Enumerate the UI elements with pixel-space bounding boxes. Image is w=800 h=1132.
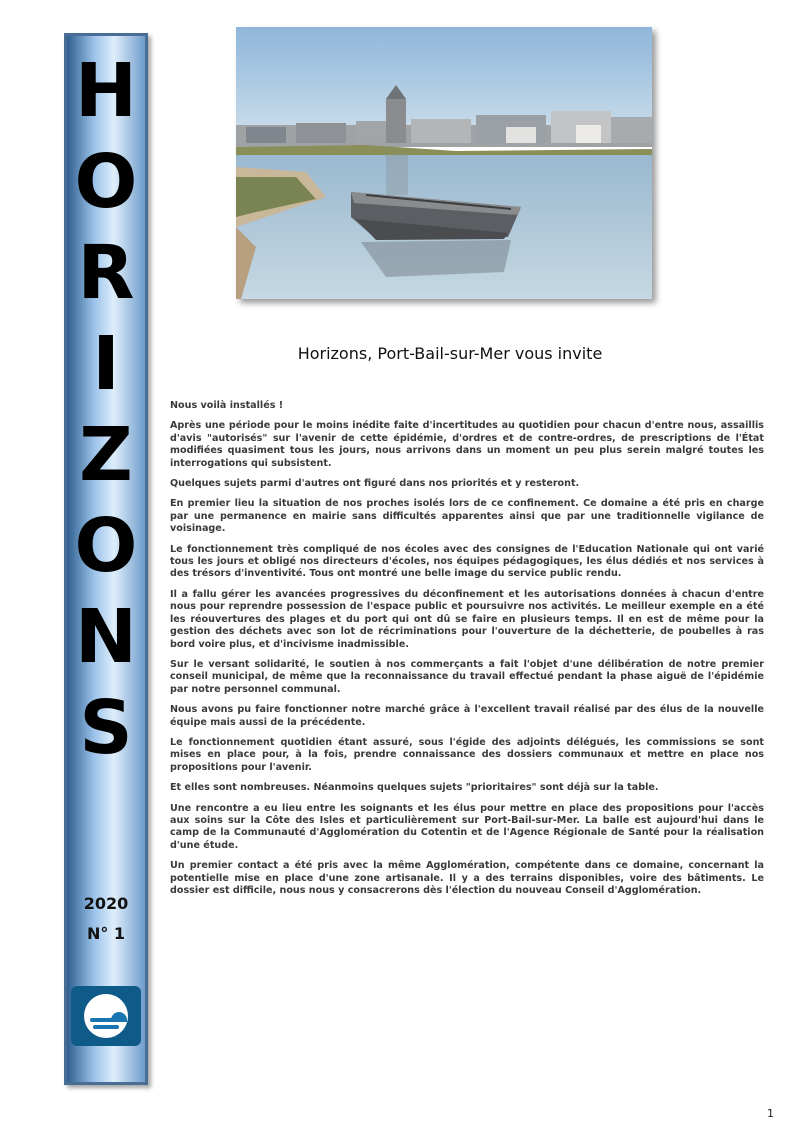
logo-circle: [84, 994, 128, 1038]
article-paragraph: Après une période pour le moins inédite faite d'incertitudes au quotidien pour chacun d'entre nous, assaillis d'avis "autorisés" sur l'avenir de cette épidémie, d'ordres et de contre-ordres, de prescriptions de l'État modifiées quasiment tous les jours, nous arrivons dans un moment un peu plus serein malgré toutes les interrogations qui subsistent.: [170, 420, 764, 469]
page-number: 1: [767, 1107, 774, 1120]
article-paragraph: Le fonctionnement très compliqué de nos écoles avec des consignes de l'Education Nationale qui ont varié tous les jours et obligé nos directeurs d'écoles, nos équipes pédagogiques, les élus dédiés et nos services à des trésors d'inventivité. Tous ont montré une belle image du service public rendu.: [170, 543, 764, 580]
article-paragraph: Il a fallu gérer les avancées progressives du déconfinement et les autorisations données à chacun d'entre nous pour reprendre possession de l'espace public et poursuivre nos activités. Le meilleur exemple en a été les réouvertures des plages et du port qui ont dû se faire en plusieurs temps. Il en est de même pour la gestion des déchets avec son lot de récriminations pour l'ouverture de la déchetterie, de poubelles à ras bord voire plus, et d'incivisme inadmissible.: [170, 588, 764, 650]
logo-dome: [111, 1012, 127, 1022]
banner-letter: O: [74, 503, 138, 589]
article-paragraph: Le fonctionnement quotidien étant assuré, sous l'égide des adjoints délégués, les commissions se sont mises en place pour, à la fois, prendre connaissance des dossiers communaux et mettre en place nos propositions pour l'avenir.: [170, 736, 764, 773]
banner-letter: H: [75, 48, 137, 134]
article-paragraph: Quelques sujets parmi d'autres ont figuré dans nos priorités et y resteront.: [170, 478, 580, 490]
article-paragraph: Et elles sont nombreuses. Néanmoins quelques sujets "prioritaires" sont déjà sur la table.: [170, 782, 659, 794]
banner-letter: N: [75, 594, 137, 680]
editorial-article: [170, 400, 764, 905]
harbor-photo-svg: [236, 27, 652, 299]
banner-letter: O: [74, 139, 138, 225]
article-paragraph: Un premier contact a été pris avec la même Agglomération, compétente dans ce domaine, concernant la potentielle mise en place d'une zone artisanale. Il y a des terrains disponibles, voire des bâtiments. Le dossier est difficile, nous nous y consacrerons dès l'élection du nouveau Conseil d'Agglomération.: [170, 860, 764, 896]
banner-letter: S: [79, 685, 133, 771]
tower-reflection: [386, 155, 408, 195]
article-paragraph: En premier lieu la situation de nos proches isolés lors de ce confinement. Ce domaine a été pris en charge par une permanence en mairie sans difficultés apparentes ainsi que par une traditionnelle vigilance de voisinage.: [170, 498, 764, 535]
issue-number: N° 1: [86, 924, 126, 943]
article-paragraph: Nous avons pu faire fonctionner notre marché grâce à l'excellent travail réalisé par des élus de la nouvelle équipe mais aussi de la précédente.: [170, 704, 764, 728]
article-paragraph: Nous voilà installés !: [170, 400, 284, 411]
page-subtitle: Horizons, Port-Bail-sur-Mer vous invite: [297, 344, 603, 363]
boat-reflection: [361, 240, 511, 277]
article-paragraph: Une rencontre a eu lieu entre les soignants et les élus pour mettre en place des propositions pour l'accès aux soins sur la Côte des Isles et particulièrement sur Port-Bail-sur-Mer. La balle est aujourd'hui dans le camp de la Communauté d'Agglomération du Cotentin et de l'Agence Régionale de Santé pour la réalisation d'une étude.: [170, 802, 764, 851]
title-banner: [64, 33, 148, 1085]
banner-letter: R: [77, 230, 135, 316]
article-paragraph: Sur le versant solidarité, le soutien à nos commerçants a fait l'objet d'une délibération de notre premier conseil municipal, de même que la reconnaissance du travail effectué pendant la phase aiguë de l'épidémie par notre personnel communal.: [170, 658, 764, 695]
issue-year: 2020: [83, 894, 129, 913]
harbor-photo-icon: [236, 27, 652, 299]
banner-title: [67, 46, 145, 774]
pavillon-bleu-logo-icon: [71, 986, 141, 1046]
banner-letter: I: [92, 321, 120, 407]
banner-letter: Z: [79, 412, 133, 498]
